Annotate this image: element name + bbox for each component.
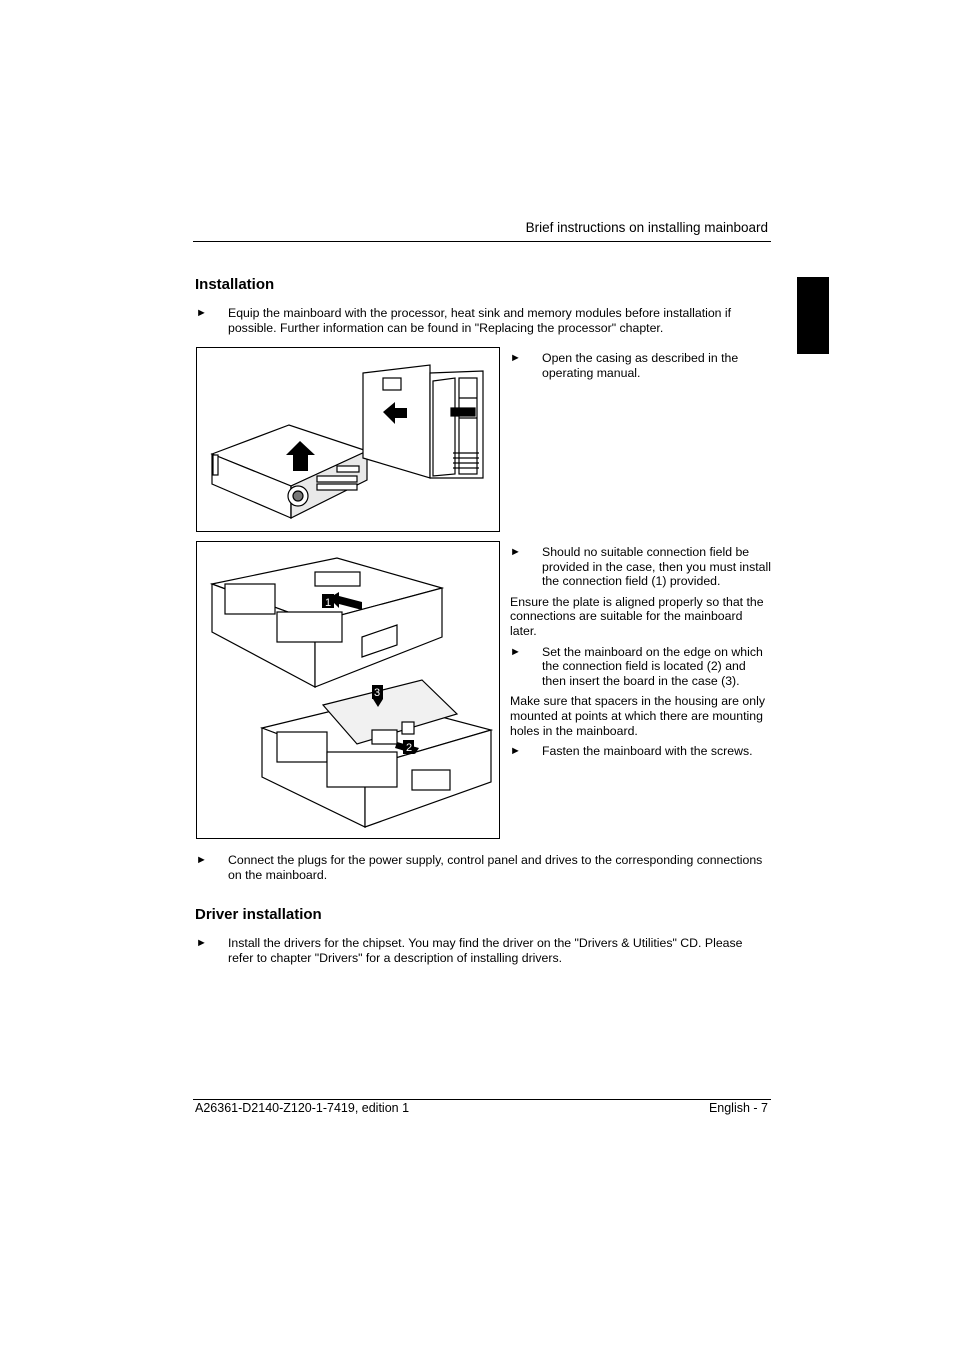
figure-open-casing [196,347,500,532]
driver-bullet [196,936,768,965]
bullet-arrow-icon: ► [510,352,521,364]
alignment-note: Ensure the plate is aligned properly so that the connections are suitable for the mainboard later. [510,594,764,638]
footer-page-number: English - 7 [708,1101,768,1115]
intro-bullet [196,306,766,335]
connection-field-text: Should no suitable connection field be provided in the case, then you must install the connection field (1) provided. [542,545,771,589]
connect-plugs-bullet [196,853,766,882]
figure-mainboard-insertion [196,541,500,839]
callout-3: 3 [373,687,381,699]
open-casing-step [510,351,768,380]
installation-heading: Installation [195,276,275,293]
connection-field-step [510,545,772,589]
fasten-step [510,744,772,759]
header-divider [193,241,771,242]
footer-divider [193,1099,771,1100]
open-casing-illustration [197,348,499,531]
connect-plugs-text: Connect the plugs for the power supply, control panel and drives to the corresponding connections on the mainboard. [228,853,763,882]
bullet-arrow-icon: ► [510,546,521,558]
bullet-arrow-icon: ► [196,937,207,949]
intro-bullet-text: Equip the mainboard with the processor, heat sink and memory modules before installation if possible. Further information can be found in "Replacing the processor" chapter. [228,306,732,335]
spacers-note: Make sure that spacers in the housing are only mounted at points at which there are mounting holes in the mainboard. [510,694,765,738]
set-mainboard-text: Set the mainboard on the edge on which the connection field is located (2) and then insert the board in the case (3). [542,644,763,688]
open-casing-text: Open the casing as described in the operating manual. [542,351,739,380]
bullet-arrow-icon: ► [196,854,207,866]
set-mainboard-step [510,645,772,689]
callout-1: 1 [324,597,332,609]
driver-bullet-text: Install the drivers for the chipset. You may find the driver on the "Drivers & Utilities" CD. Please refer to chapter "Drivers" for a description of installing drivers. [228,936,743,965]
fasten-text: Fasten the mainboard with the screws. [542,744,753,759]
mainboard-insertion-illustration [197,542,499,838]
bullet-arrow-icon: ► [510,645,521,658]
driver-installation-heading: Driver installation [195,906,322,923]
callout-2: 2 [405,742,413,754]
mainboard-steps [510,545,772,759]
bullet-arrow-icon: ► [196,307,207,319]
running-header: Brief instructions on installing mainboard [525,220,768,235]
footer-doc-id: A26361-D2140-Z120-1-7419, edition 1 [195,1101,410,1115]
bullet-arrow-icon: ► [510,745,521,758]
chapter-tab-marker [797,277,829,354]
